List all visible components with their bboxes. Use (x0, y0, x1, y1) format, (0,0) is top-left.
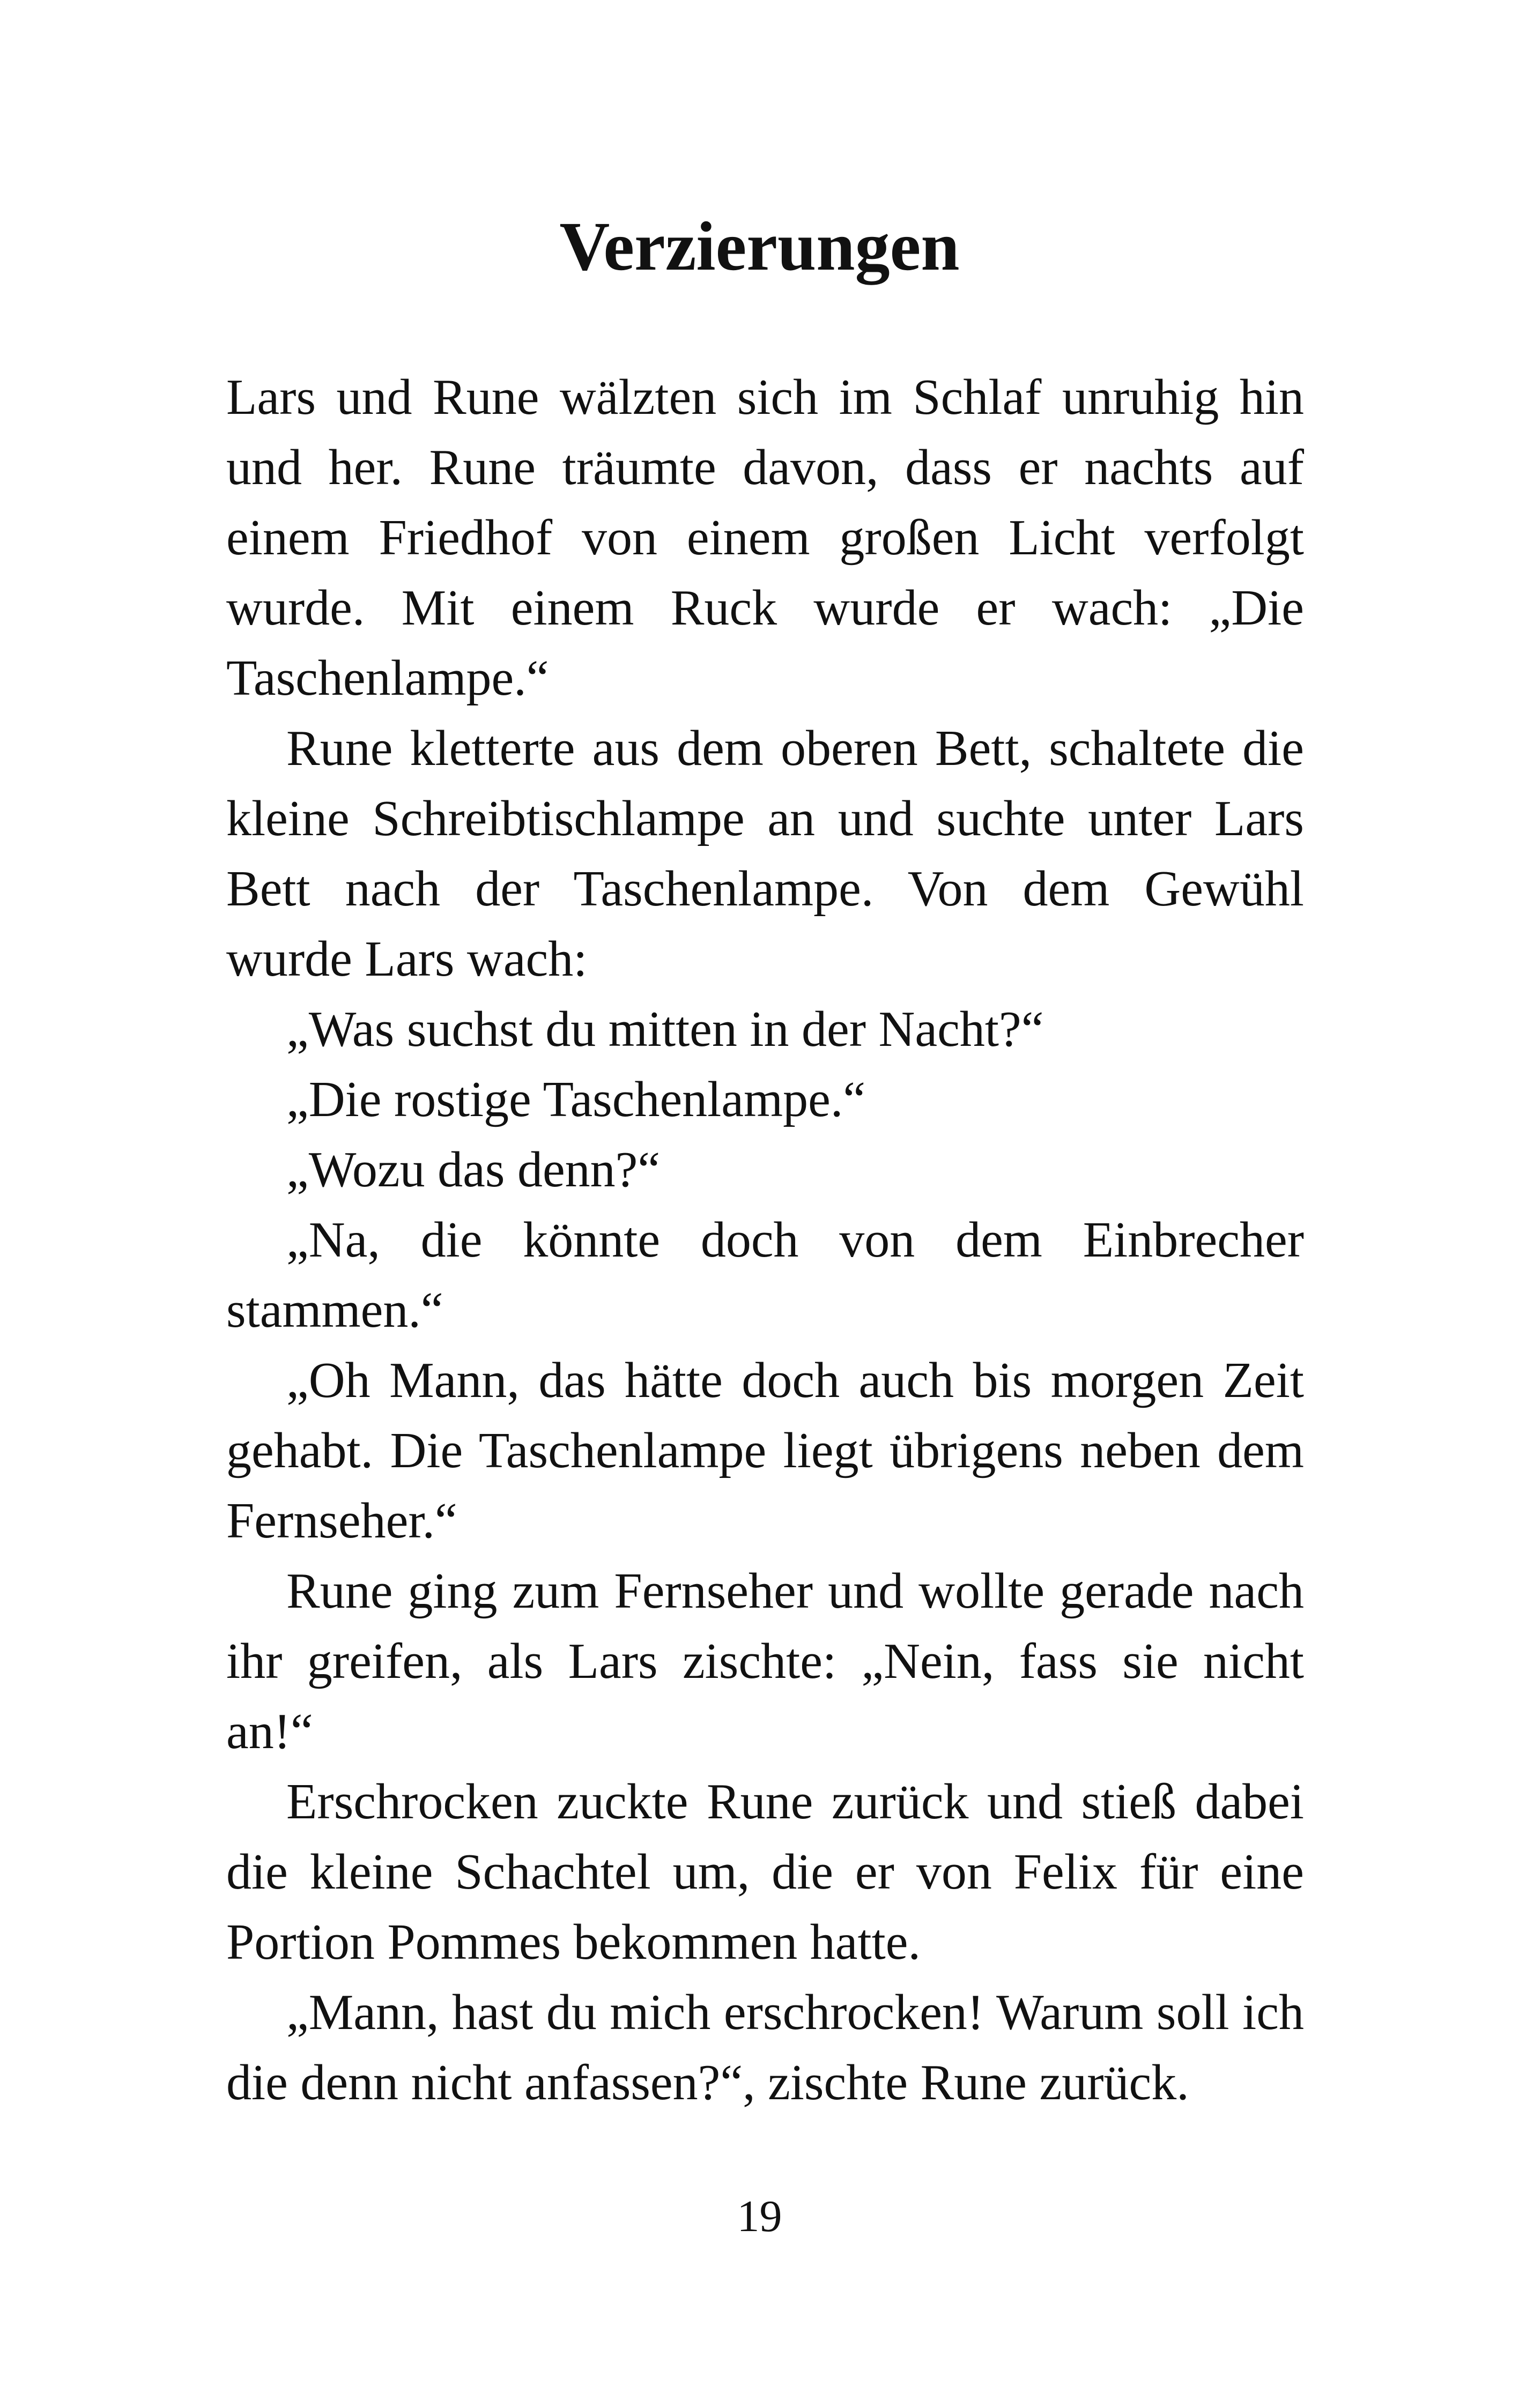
paragraph-10: „Mann, hast du mich erschrocken! Warum soll ich die denn nicht anfassen?“, zischte Rune zurück. (226, 1985, 1304, 2110)
paragraph-7: „Oh Mann, das hätte doch auch bis morgen Zeit gehabt. Die Taschenlampe liegt übrigens neben dem Fernseher.“ (226, 1352, 1304, 1549)
paragraph-9: Erschrocken zuckte Rune zurück und stieß dabei die kleine Schachtel um, die er von Felix für eine Portion Pommes bekommen hatte. (226, 1774, 1304, 1970)
paragraph-8: Rune ging zum Fernseher und wollte gerade nach ihr greifen, als Lars zischte: „Nein, fass sie nicht an!“ (226, 1563, 1304, 1759)
page-number: 19 (737, 2191, 782, 2241)
paragraph-3: „Was suchst du mitten in der Nacht?“ (286, 1001, 1044, 1057)
paragraph-2: Rune kletterte aus dem oberen Bett, schaltete die kleine Schreibtischlampe an und suchte unter Lars Bett nach der Taschenlampe. Von dem Gewühl wurde Lars wach: (226, 720, 1304, 987)
paragraph-6: „Na, die könnte doch von dem Einbrecher stammen.“ (226, 1212, 1304, 1338)
paragraph-4: „Die rostige Taschenlampe.“ (286, 1072, 866, 1127)
chapter-title: Verzierungen (559, 208, 960, 285)
body-text (226, 362, 1304, 2118)
paragraph-5: „Wozu das denn?“ (286, 1142, 661, 1198)
paragraph-1: Lars und Rune wälzten sich im Schlaf unruhig hin und her. Rune träumte davon, dass er nachts auf einem Friedhof von einem großen Licht verfolgt wurde. Mit einem Ruck wurde er wach: „Die Taschenlampe.“ (226, 369, 1304, 706)
